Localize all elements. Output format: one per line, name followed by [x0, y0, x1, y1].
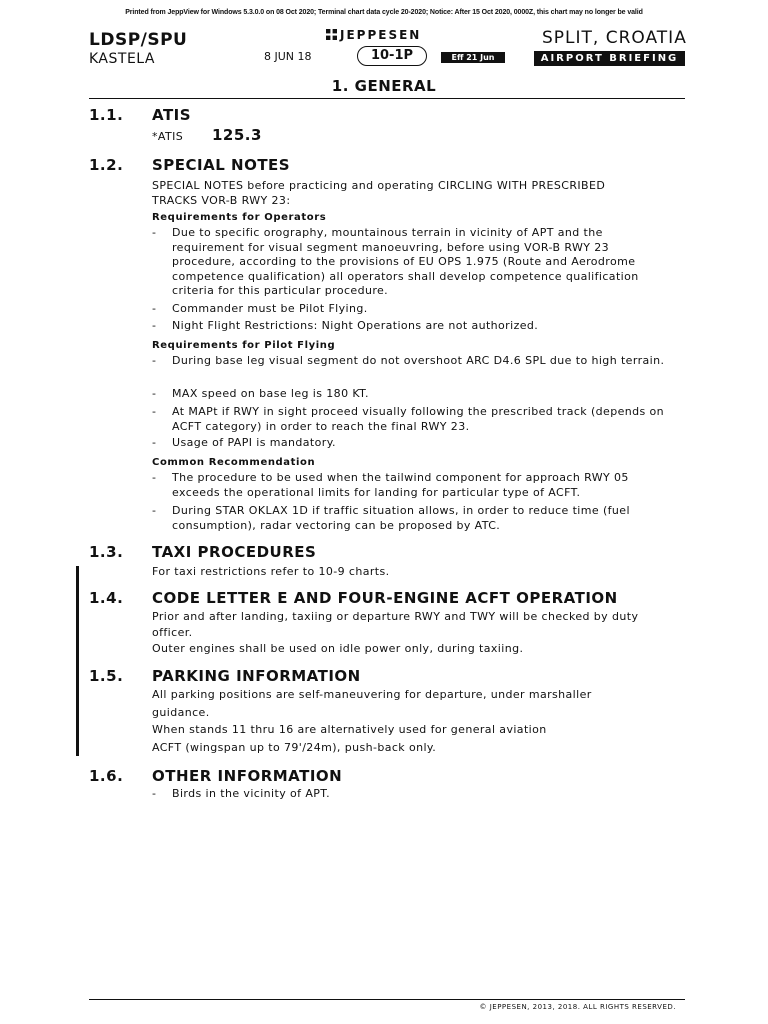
chart-page-number: 10-1P [357, 46, 427, 66]
airport-id-block [89, 30, 187, 68]
s12-title: SPECIAL NOTES [152, 156, 291, 174]
list-item: - Commander must be Pilot Flying. [152, 302, 368, 315]
s15-title: PARKING INFORMATION [152, 667, 361, 685]
section-divider [89, 98, 685, 99]
common-recommendation-title: Common Recommendation [152, 457, 316, 468]
s13-number: 1.3. [89, 543, 124, 561]
s14-text-2: Outer engines shall be used on idle power only, during taxiing. [152, 642, 524, 655]
s16-title: OTHER INFORMATION [152, 767, 343, 785]
list-item: - During STAR OKLAX 1D if traffic situation allows, in order to reduce time (fuel consumption), radar vectoring can be proposed by ATC. [152, 504, 630, 532]
airport-city: KASTELA [89, 51, 155, 67]
pilot-requirements-title: Requirements for Pilot Flying [152, 340, 336, 351]
list-item: - Due to specific orography, mountainous terrain in vicinity of APT and the requirement for visual segment manoeuvring, before using VOR-B RWY 23 procedure, according to the provisions of EU OPS 1.975 (Route and Aerodrome competence qualification) all operators shall develop competence qualification criteria for this particular procedure. [152, 226, 639, 297]
s12-number: 1.2. [89, 156, 124, 174]
s15-text-3: ACFT (wingspan up to 79'/24m), push-back only. [152, 741, 437, 754]
jeppesen-brand [326, 28, 421, 42]
copyright-notice: © JEPPESEN, 2013, 2018. ALL RIGHTS RESERVED. [479, 1003, 676, 1011]
s16-number: 1.6. [89, 767, 124, 785]
list-item: - Birds in the vicinity of APT. [152, 787, 330, 800]
list-item: - The procedure to be used when the tailwind component for approach RWY 05 exceeds the operational limits for landing for particular type of ACFT. [152, 471, 629, 499]
s14-title: CODE LETTER E AND FOUR-ENGINE ACFT OPERATION [152, 589, 618, 607]
list-item: - At MAPt if RWY in sight proceed visually following the prescribed track (depends on ACFT category) in order to reach the final RWY 23. [152, 405, 665, 433]
revision-bar [76, 566, 79, 756]
airport-code: LDSP/SPU [89, 30, 188, 50]
list-item: - Usage of PAPI is mandatory. [152, 436, 336, 449]
list-item: - During base leg visual segment do not overshoot ARC D4.6 SPL due to high terrain. [152, 354, 665, 367]
footer-divider [89, 999, 685, 1000]
s11-title: ATIS [152, 106, 192, 124]
atis-label: *ATIS [152, 130, 184, 143]
airport-location: SPLIT, CROATIA [542, 28, 687, 48]
list-item: - MAX speed on base leg is 180 KT. [152, 387, 369, 400]
s15-number: 1.5. [89, 667, 124, 685]
s14-text-1: Prior and after landing, taxiing or departure RWY and TWY will be checked by duty officer. [152, 610, 639, 639]
s12-intro-line-1: SPECIAL NOTES before practicing and operating CIRCLING WITH PRESCRIBED [152, 179, 606, 192]
chart-date: 8 JUN 18 [264, 50, 312, 63]
doc-type-banner: AIRPORT BRIEFING [534, 51, 685, 66]
ops-requirements-title: Requirements for Operators [152, 212, 327, 223]
s15-text-2: When stands 11 thru 16 are alternatively used for general aviation [152, 723, 547, 736]
atis-frequency: 125.3 [212, 126, 262, 144]
brand-name: JEPPESEN [340, 28, 422, 42]
print-notice: Printed from JeppView for Windows 5.3.0.0 on 08 Oct 2020; Terminal chart data cycle 20-2020; Notice: After 15 Oct 2020, 0000Z, this chart may no longer be valid [125, 9, 643, 16]
s13-title: TAXI PROCEDURES [152, 543, 317, 561]
jeppesen-logo-icon [326, 29, 337, 40]
s15-text-1: All parking positions are self-maneuvering for departure, under marshaller guidance. [152, 688, 592, 719]
s14-number: 1.4. [89, 589, 124, 607]
s11-number: 1.1. [89, 106, 124, 124]
s13-text: For taxi restrictions refer to 10-9 charts. [152, 565, 390, 578]
s12-intro-line-2: TRACKS VOR-B RWY 23: [152, 194, 291, 207]
list-item: - Night Flight Restrictions: Night Operations are not authorized. [152, 319, 539, 332]
effective-date-badge: Eff 21 Jun [441, 52, 505, 63]
section-title: 1. GENERAL [331, 77, 437, 95]
